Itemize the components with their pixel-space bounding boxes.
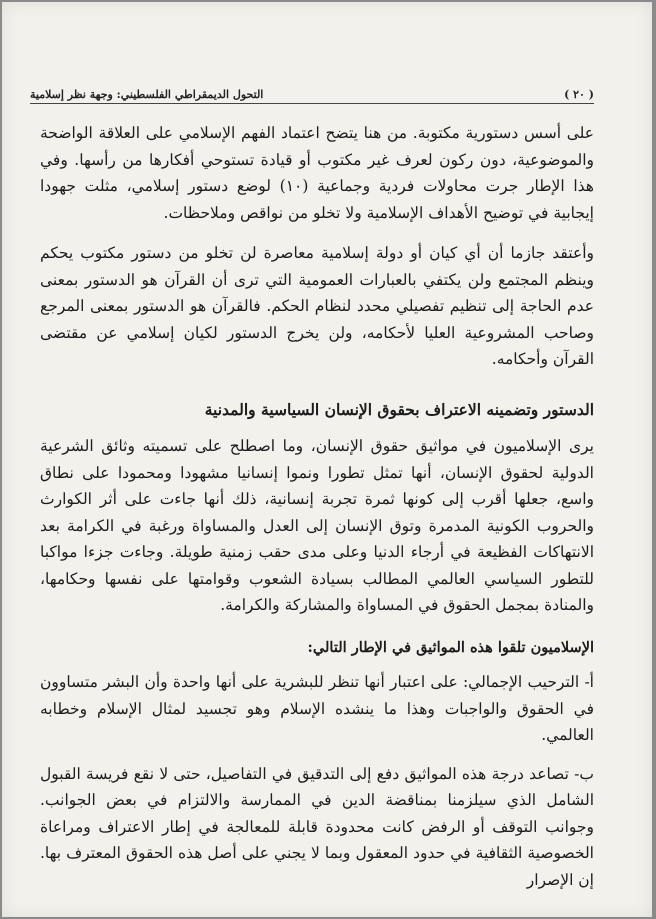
body-paragraph-2: وأعتقد جازما أن أي كيان أو دولة إسلامية معاصرة لن تخلو من دستور مكتوب يحكم وينظم المجتمع ولن يكتفي بالعبارات العمومية التي ترى أن القرآن هو الدستور بمعنى عدم الحاجة إلى تنظيم تفصيلي محدد لنظام الحكم. فالقرآن هو الدستور بمعنى المرجع وصاحب المشروعية العليا لأحكامه، ولن يخرج الدستور لكيان إسلامي عن مقتضى القرآن وأحكامه.	[40, 244, 594, 368]
list-item-ba: ب- تصاعد درجة هذه المواثيق دفع إلى التدقيق في التفاصيل، حتى لا نقع فريسة القبول الشامل الذي سيلزمنا بمناقضة الدين في الممارسة والالتزام في بعض الجوانب. وجوانب التوقف أو الرفض كانت محدودة قابلة للمعالجة في إطار الاعتراف ومراعاة الخصوصية الثقافية في حدود المعقول وبما لا يجني على أصل هذه الحقوق المعترف بها. إن الإصرار	[40, 764, 594, 889]
body-paragraph-1: على أسس دستورية مكتوبة. من هنا يتضح اعتماد الفهم الإسلامي على العلاقة الواضحة والموضوعية، دون ركون لعرف غير مكتوب أو قيادة تستوحي أفكارها من رأسها. وفي هذا الإطار جرت محاولات فردية وجماعية (١٠) لوضع دستور إسلامي، مثلت جهودا إيجابية في توضيح الأهداف الإسلامية ولا تخلو من نواقص وملاحظات.	[40, 124, 594, 222]
section-paragraph: يرى الإسلاميون في مواثيق حقوق الإنسان، وما اصطلح على تسميته وثائق الشرعية الدولية لحقوق الإنسان، أنها تمثل تطورا ونموا إنسانيا مشهودا ومحمودا على نطاق واسع، جعلها أقرب إلى كونها ثمرة تجربة إنسانية، ذلك أنها جاءت على أثر الكوارث والحروب الكونية المدمرة وتوق الإنسان إلى العدل والمساواة ورغبة في الكرامة بعد الانتهاكات الفظيعة في أرجاء الدنيا وعلى مدى حقب زمنية طويلة. وجاءت جزءا مواكبا للتطور السياسي العالمي المطالب بسيادة الشعوب وقوامتها على نفسها وحكامها، والمنادة بمجمل الحقوق في المساواة والمشاركة والكرامة.	[40, 437, 594, 614]
book-page	[2, 2, 652, 917]
page-header	[30, 78, 594, 104]
section-heading: الدستور وتضمينه الاعتراف بحقوق الإنسان السياسية والمدنية	[204, 399, 594, 419]
subsection-heading: الإسلاميون تلقوا هذه المواثيق في الإطار التالي:	[307, 638, 594, 656]
list-item-alef: أ- الترحيب الإجمالي: على اعتبار أنها تنظر للبشرية على أنها واحدة وأن البشر متساوون في الحقوق والواجبات وهذا ما ينشده الإسلام وهو تجسيد لمثال الإسلام وخطابه العالمي.	[40, 673, 594, 744]
page-body	[40, 120, 594, 905]
page-number: ( ٢٠ )	[564, 88, 594, 101]
running-title: التحول الديمقراطي الفلسطيني: وجهة نظر إسلامية	[30, 88, 264, 101]
